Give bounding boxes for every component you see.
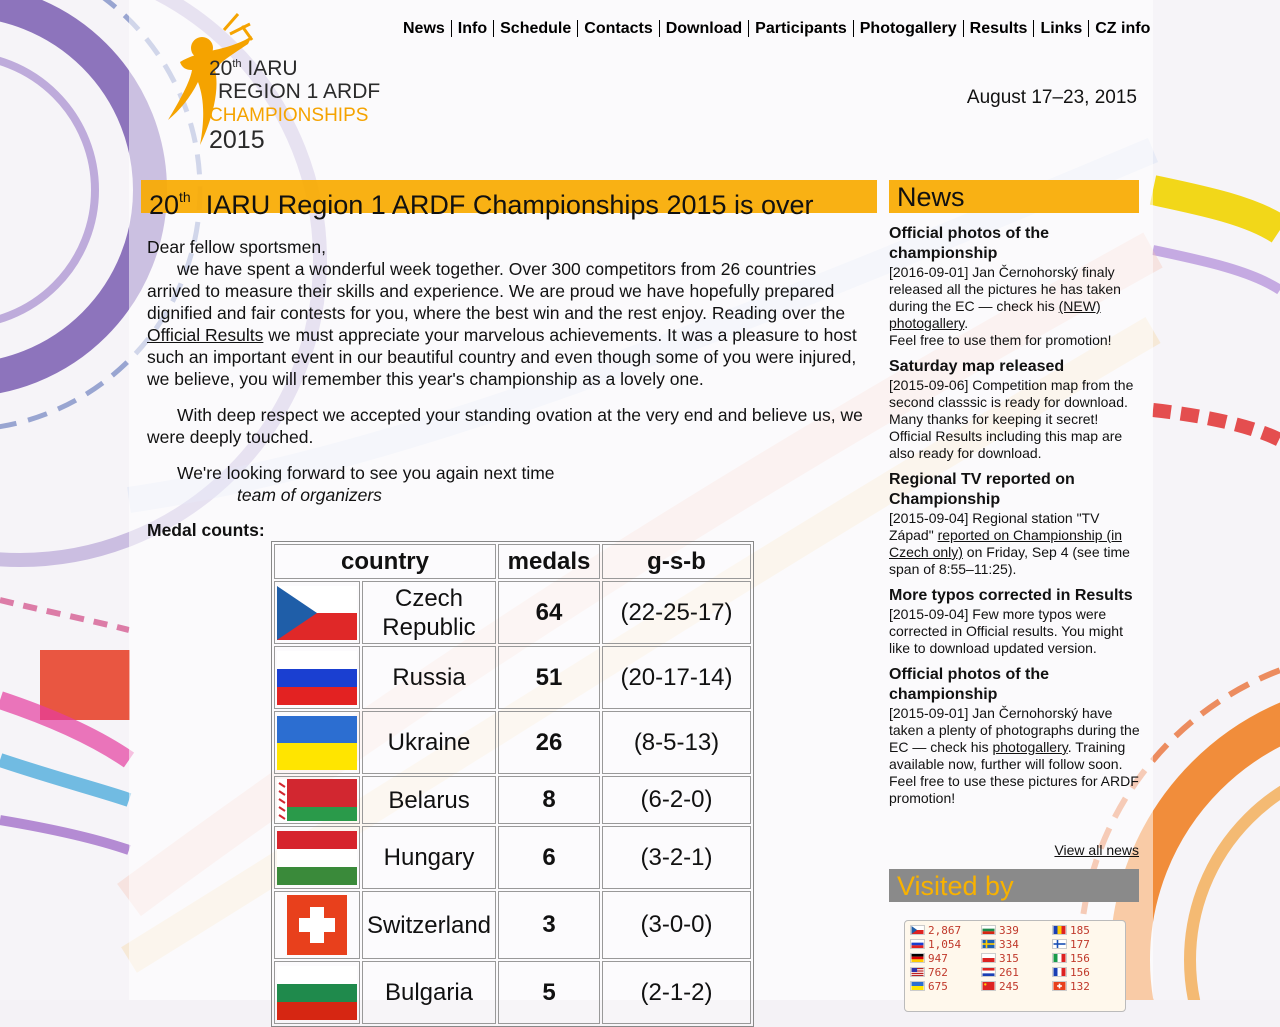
visitor-column bbox=[1052, 924, 1090, 994]
logo-line-4: 2015 bbox=[209, 126, 265, 154]
gsb-cell: (3-2-1) bbox=[602, 826, 751, 889]
news-list bbox=[889, 224, 1141, 815]
medals-cell: 8 bbox=[498, 776, 600, 824]
tv-report-link[interactable]: reported on Championship (in Czech only) bbox=[889, 527, 1123, 560]
table-row bbox=[274, 581, 751, 644]
news-body: [2015-09-01] Jan Černohorský have taken a plenty of photographs during the EC — check his photogallery. Training available now, further will follow soon. Feel free to use these pictures for ARDF promotion! bbox=[889, 705, 1140, 806]
ua-flag-icon bbox=[910, 981, 925, 991]
nav-download[interactable]: Download bbox=[659, 20, 748, 37]
gsb-cell: (3-0-0) bbox=[602, 891, 751, 959]
de-flag-icon bbox=[910, 953, 925, 963]
pl-flag-icon bbox=[981, 953, 996, 963]
logo-line-3: CHAMPIONSHIPS bbox=[209, 105, 369, 126]
news-body: [2015-09-06] Competition map from the second classsic is ready for download. Many thanks for keeping it secret! Official Results including this map are also ready for download. bbox=[889, 377, 1134, 461]
view-all-news-link[interactable]: View all news bbox=[1054, 842, 1139, 858]
bg-flag-icon bbox=[981, 925, 996, 935]
visitor-row: 261 bbox=[981, 966, 1019, 980]
table-row bbox=[274, 891, 751, 959]
nav-schedule[interactable]: Schedule bbox=[493, 20, 577, 37]
flag-cell bbox=[274, 891, 360, 959]
visitor-row: 245 bbox=[981, 980, 1019, 994]
page-title: 20th IARU Region 1 ARDF Championships 2015 is over bbox=[141, 180, 877, 213]
gsb-cell: (8-5-13) bbox=[602, 711, 751, 774]
logo-line-1: 20th IARU bbox=[209, 57, 298, 80]
news-headline: Saturday map released bbox=[889, 358, 1065, 375]
visitor-row: 132 bbox=[1052, 980, 1090, 994]
country-cell: Belarus bbox=[362, 776, 496, 824]
visitor-row: 185 bbox=[1052, 924, 1090, 938]
nav-participants[interactable]: Participants bbox=[748, 20, 853, 37]
header-medals: medals bbox=[498, 544, 600, 579]
se-flag-icon bbox=[981, 939, 996, 949]
visitor-row: 1,054 bbox=[910, 938, 961, 952]
flag-cell bbox=[274, 711, 360, 774]
country-cell: Bulgaria bbox=[362, 961, 496, 1024]
czech-flag-icon bbox=[277, 586, 357, 640]
letter-paragraph-1: we have spent a wonderful week together. Over 300 competitors from 26 countries arrived to measure their skills and experience. We are proud we have hopefully prepared dignified and fair contests for you, where the best win and the rest enjoy. Reading over the Official Results we must appreciate your marvelous achievements. It was a pleasure to host such an important event in our beautiful country and even though some of you were injured, we believe, you will remember this year's championship as a lovely one. bbox=[147, 259, 857, 389]
news-body: [2015-09-04] Regional station "TV Západ" reported on Championship (in Czech only) on Friday, Sep 4 (see time span of 8:55–11:25). bbox=[889, 510, 1130, 577]
flag-cell bbox=[274, 776, 360, 824]
event-dates: August 17–23, 2015 bbox=[966, 87, 1137, 108]
nav-contacts[interactable]: Contacts bbox=[577, 20, 658, 37]
gsb-cell: (20-17-14) bbox=[602, 646, 751, 709]
view-all-news bbox=[889, 842, 1139, 858]
header-country: country bbox=[274, 544, 496, 579]
fi-flag-icon bbox=[1052, 939, 1067, 949]
nav-photogallery[interactable]: Photogallery bbox=[853, 20, 963, 37]
gsb-cell: (22-25-17) bbox=[602, 581, 751, 644]
visitor-row: 156 bbox=[1052, 952, 1090, 966]
gsb-cell: (6-2-0) bbox=[602, 776, 751, 824]
medals-cell: 26 bbox=[498, 711, 600, 774]
visitor-column bbox=[910, 924, 961, 994]
news-item bbox=[889, 357, 1141, 462]
announcement-letter bbox=[147, 236, 869, 506]
medals-cell: 3 bbox=[498, 891, 600, 959]
medals-cell: 64 bbox=[498, 581, 600, 644]
belarus-flag-icon bbox=[277, 779, 357, 821]
bulgaria-flag-icon bbox=[277, 966, 357, 1020]
nav-info[interactable]: Info bbox=[451, 20, 493, 37]
nav-results[interactable]: Results bbox=[963, 20, 1034, 37]
country-cell: Ukraine bbox=[362, 711, 496, 774]
country-cell: Hungary bbox=[362, 826, 496, 889]
visitor-row: 947 bbox=[910, 952, 961, 966]
news-item bbox=[889, 586, 1141, 657]
news-heading: News bbox=[889, 180, 1139, 213]
official-results-link[interactable]: Official Results bbox=[147, 325, 264, 345]
visitor-row: 339 bbox=[981, 924, 1019, 938]
it-flag-icon bbox=[1052, 953, 1067, 963]
news-item bbox=[889, 224, 1141, 349]
greeting: Dear fellow sportsmen, bbox=[147, 237, 326, 257]
nav-cz-info[interactable]: CZ info bbox=[1088, 20, 1156, 37]
news-body: [2015-09-04] Few more typos were corrected in Official results. You might like to download updated version. bbox=[889, 606, 1123, 656]
table-row bbox=[274, 646, 751, 709]
letter-paragraph-3: We're looking forward to see you again next time bbox=[177, 463, 555, 483]
visitor-row: 177 bbox=[1052, 938, 1090, 952]
table-header-row bbox=[274, 544, 751, 579]
medals-cell: 6 bbox=[498, 826, 600, 889]
signature: team of organizers bbox=[237, 485, 382, 505]
medal-table bbox=[271, 541, 754, 1027]
ukraine-flag-icon bbox=[277, 716, 357, 770]
gsb-cell: (2-1-2) bbox=[602, 961, 751, 1024]
cz-flag-icon bbox=[910, 925, 925, 935]
news-headline: Official photos of the championship bbox=[889, 666, 1049, 703]
russia-flag-icon bbox=[277, 651, 357, 705]
visitor-row: 315 bbox=[981, 952, 1019, 966]
photogallery-new-link[interactable]: (NEW) photogallery bbox=[889, 298, 1101, 331]
news-headline: Official photos of the championship bbox=[889, 225, 1049, 262]
visitor-row: 156 bbox=[1052, 966, 1090, 980]
nav-links[interactable]: Links bbox=[1033, 20, 1088, 37]
news-headline: More typos corrected in Results bbox=[889, 587, 1133, 604]
news-body: [2016-09-01] Jan Černohorský finaly released all the pictures he has taken during the EC — check his (NEW) photogallery. Feel free to use them for promotion! bbox=[889, 264, 1121, 348]
ro-flag-icon bbox=[1052, 925, 1067, 935]
visitor-row: 2,867 bbox=[910, 924, 961, 938]
table-row bbox=[274, 961, 751, 1024]
ch-flag-icon bbox=[1052, 981, 1067, 991]
visitor-row: 675 bbox=[910, 980, 961, 994]
country-cell: Czech Republic bbox=[362, 581, 496, 644]
medals-cell: 51 bbox=[498, 646, 600, 709]
news-headline: Regional TV reported on Championship bbox=[889, 471, 1075, 508]
logo-line-2: REGION 1 ARDF bbox=[218, 80, 381, 103]
medal-counts-heading: Medal counts: bbox=[147, 520, 265, 540]
photogallery-link[interactable]: photogallery bbox=[992, 739, 1068, 755]
news-item bbox=[889, 470, 1141, 578]
flag-cell bbox=[274, 646, 360, 709]
flag-cell bbox=[274, 826, 360, 889]
flag-cell bbox=[274, 581, 360, 644]
visitor-row: 334 bbox=[981, 938, 1019, 952]
switzerland-flag-icon bbox=[277, 895, 357, 955]
hr-flag-icon bbox=[981, 967, 996, 977]
hungary-flag-icon bbox=[277, 831, 357, 885]
fr-flag-icon bbox=[1052, 967, 1067, 977]
visitor-column bbox=[981, 924, 1019, 994]
main-navigation bbox=[397, 20, 1156, 38]
visitor-row: 762 bbox=[910, 966, 961, 980]
ru-flag-icon bbox=[910, 939, 925, 949]
table-row bbox=[274, 776, 751, 824]
us-flag-icon bbox=[910, 967, 925, 977]
header-gsb: g-s-b bbox=[602, 544, 751, 579]
table-row bbox=[274, 826, 751, 889]
cn-flag-icon bbox=[981, 981, 996, 991]
country-cell: Russia bbox=[362, 646, 496, 709]
letter-paragraph-2: With deep respect we accepted your standing ovation at the very end and believe us, we were deeply touched. bbox=[147, 405, 863, 447]
news-item bbox=[889, 665, 1141, 807]
nav-news[interactable]: News bbox=[403, 20, 445, 37]
country-cell: Switzerland bbox=[362, 891, 496, 959]
medals-cell: 5 bbox=[498, 961, 600, 1024]
table-row bbox=[274, 711, 751, 774]
visitor-counter[interactable] bbox=[904, 920, 1126, 1012]
visited-by-heading: Visited by bbox=[889, 869, 1139, 902]
flag-cell bbox=[274, 961, 360, 1024]
